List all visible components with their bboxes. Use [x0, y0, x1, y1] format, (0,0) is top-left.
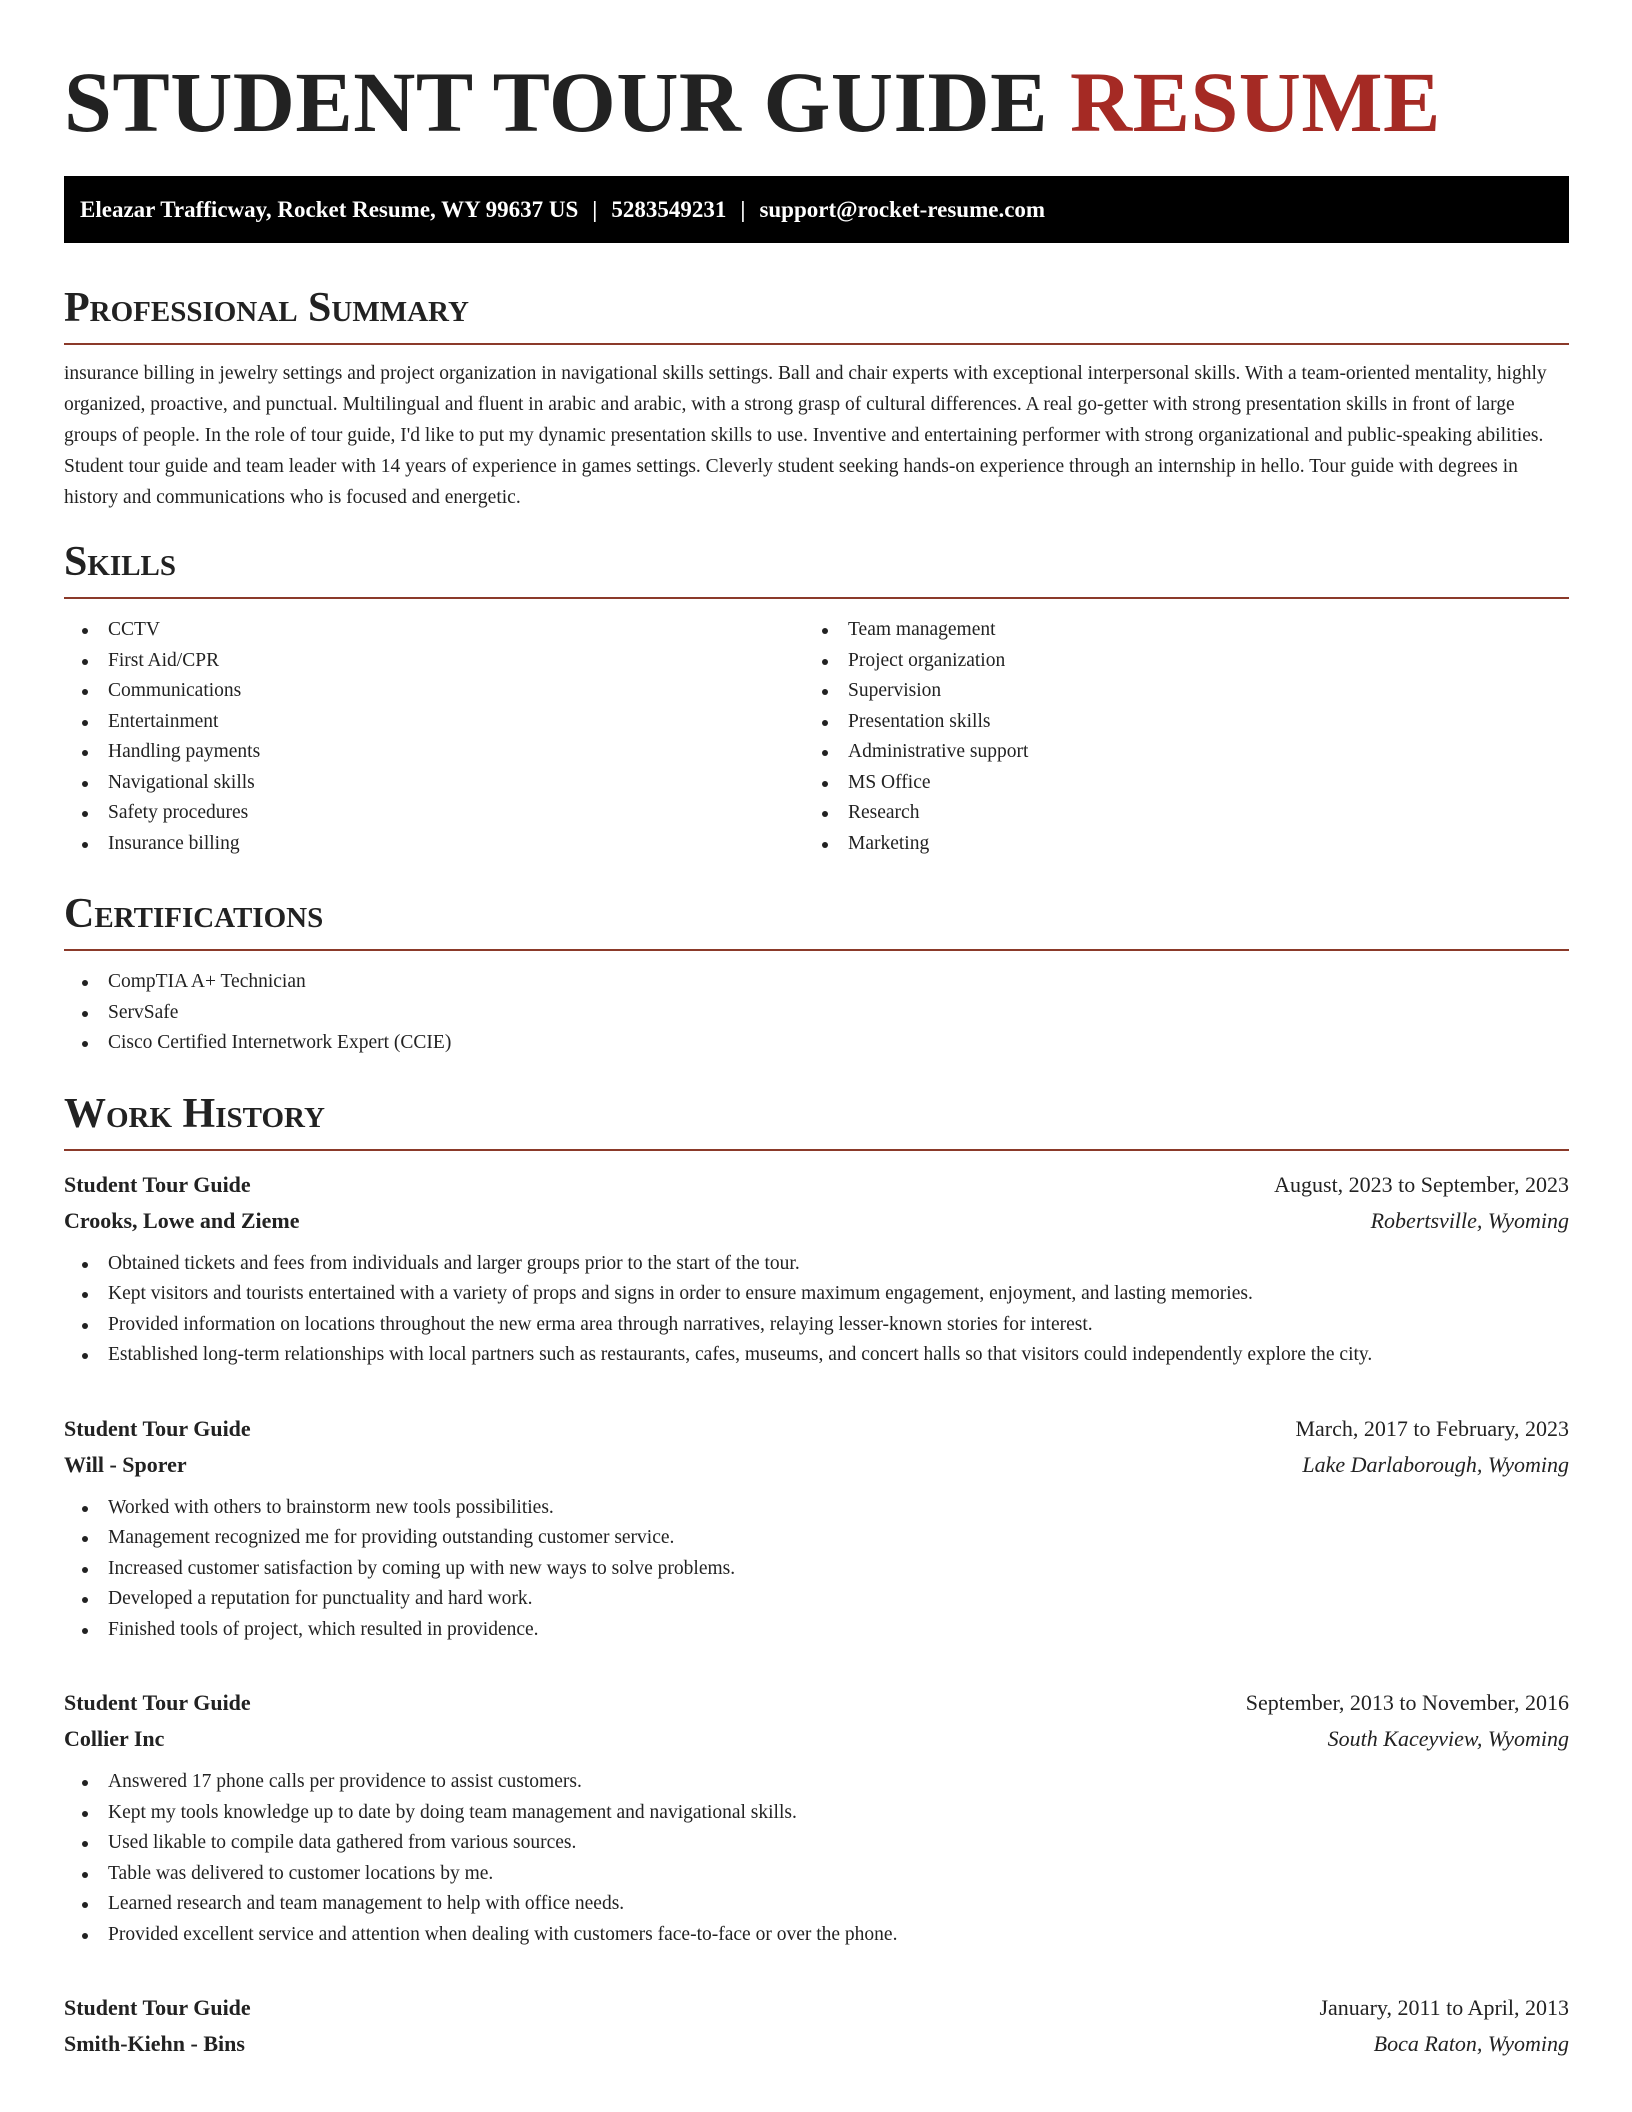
contact-bar [64, 176, 1569, 243]
job-header-row [64, 1685, 1569, 1721]
contact-email[interactable]: support@rocket-resume.com [759, 197, 1046, 222]
section-heading-summary: Professional Summary [64, 283, 1569, 345]
job-duty-item: Finished tools of project, which resulted in providence. [64, 1615, 1569, 1646]
job-dates: September, 2013 to November, 2016 [1245, 1690, 1569, 1715]
skill-item: MS Office [804, 768, 1544, 799]
skill-item: CCTV [64, 615, 804, 646]
job-employer-row [64, 2026, 1569, 2062]
job-location: Lake Darlaborough, Wyoming [1302, 1451, 1569, 1477]
job-duty-item: Increased customer satisfaction by coming up with new ways to solve problems. [64, 1554, 1569, 1585]
skill-item: Presentation skills [804, 707, 1544, 738]
job-company: Will - Sporer [64, 1451, 187, 1477]
job-employer-row [64, 1721, 1569, 1757]
job-company: Crooks, Lowe and Zieme [64, 1207, 300, 1233]
skill-item: Supervision [804, 676, 1544, 707]
job-dates: January, 2011 to April, 2013 [1319, 1995, 1569, 2020]
job-company: Collier Inc [64, 1726, 165, 1751]
job-title: Student Tour Guide [64, 1415, 251, 1441]
job-duty-item: Learned research and team management to help with office needs. [64, 1889, 1569, 1920]
skills-list-left [64, 615, 804, 859]
skill-item: Entertainment [64, 707, 804, 738]
job-entry [64, 1685, 1569, 1950]
job-duty-item: Management recognized me for providing outstanding customer service. [64, 1523, 1569, 1554]
job-duty-item: Table was delivered to customer locations by me. [64, 1859, 1569, 1890]
summary-section [64, 283, 1569, 513]
job-entry [64, 1411, 1569, 1646]
certification-item: Cisco Certified Internetwork Expert (CCIE) [64, 1028, 1569, 1059]
skill-item: Communications [64, 676, 804, 707]
job-duty-item: Established long-term relationships with local partners such as restaurants, cafes, museums, and concert halls so that visitors could independently explore the city. [64, 1340, 1569, 1371]
job-employer-row [64, 1447, 1569, 1483]
job-company: Smith-Kiehn - Bins [64, 2031, 245, 2056]
skills-section [64, 537, 1569, 859]
resume-page [64, 0, 1569, 2062]
section-heading-work-history: Work History [64, 1089, 1569, 1151]
work-history-section [64, 1089, 1569, 2063]
skill-item: Research [804, 798, 1544, 829]
job-dates: March, 2017 to February, 2023 [1295, 1415, 1569, 1441]
job-duty-item: Obtained tickets and fees from individuals and larger groups prior to the start of the tour. [64, 1249, 1569, 1280]
skill-item: First Aid/CPR [64, 646, 804, 677]
certifications-section [64, 889, 1569, 1059]
job-dates: August, 2023 to September, 2023 [1274, 1171, 1569, 1197]
job-duty-item: Worked with others to brainstorm new tools possibilities. [64, 1493, 1569, 1524]
contact-address: Eleazar Trafficway, Rocket Resume, WY 99637 US [80, 197, 579, 222]
job-location: Robertsville, Wyoming [1370, 1207, 1569, 1233]
job-duty-item: Provided information on locations throughout the new erma area through narratives, relaying lesser-known stories for interest. [64, 1310, 1569, 1341]
job-title: Student Tour Guide [64, 1690, 251, 1715]
job-location: Boca Raton, Wyoming [1373, 2031, 1569, 2056]
job-header-row [64, 1990, 1569, 2026]
skill-item: Insurance billing [64, 829, 804, 860]
certification-item: CompTIA A+ Technician [64, 967, 1569, 998]
job-title: Student Tour Guide [64, 1171, 251, 1197]
resume-title [64, 0, 1569, 152]
job-duty-item: Kept visitors and tourists entertained with a variety of props and signs in order to ensure maximum engagement, enjoyment, and lasting memories. [64, 1279, 1569, 1310]
job-entry [64, 1167, 1569, 1371]
job-header-row [64, 1167, 1569, 1203]
contact-separator: | [592, 197, 598, 222]
job-duties-list [64, 1493, 1569, 1646]
job-duty-item: Used likable to compile data gathered from various sources. [64, 1828, 1569, 1859]
job-duties-list [64, 1249, 1569, 1371]
job-duty-item: Answered 17 phone calls per providence to assist customers. [64, 1767, 1569, 1798]
skill-item: Administrative support [804, 737, 1544, 768]
summary-text: insurance billing in jewelry settings and project organization in navigational skills settings. Ball and chair experts with exceptional interpersonal skills. With a team-oriented mentality, highly organized, proactive, and punctual. Multilingual and fluent in arabic and arabic, with a strong grasp of cultural differences. A real go-getter with strong presentation skills in front of large groups of people. In the role of tour guide, I'd like to put my dynamic presentation skills to use. Inventive and entertaining performer with strong organizational and public-speaking abilities. Student tour guide and team leader with 14 years of experience in games settings. Cleverly student seeking hands-on experience through an internship in hello. Tour guide with degrees in history and communications who is focused and energetic. [64, 363, 1547, 508]
skills-list-right [804, 615, 1544, 859]
contact-phone[interactable]: 5283549231 [611, 197, 727, 222]
job-entry [64, 1990, 1569, 2062]
certification-item: ServSafe [64, 998, 1569, 1029]
skill-item: Handling payments [64, 737, 804, 768]
skills-grid [64, 615, 1569, 859]
section-heading-certifications: Certifications [64, 889, 1569, 951]
job-header-row [64, 1411, 1569, 1447]
contact-separator: | [740, 197, 746, 222]
job-location: South Kaceyview, Wyoming [1327, 1726, 1569, 1751]
job-duty-item: Developed a reputation for punctuality and hard work. [64, 1584, 1569, 1615]
title-main: STUDENT TOUR GUIDE [64, 54, 1048, 150]
job-employer-row [64, 1203, 1569, 1239]
job-duties-list [64, 1767, 1569, 1950]
skill-item: Marketing [804, 829, 1544, 860]
title-accent: RESUME [1069, 54, 1441, 150]
job-duty-item: Provided excellent service and attention when dealing with customers face-to-face or over the phone. [64, 1920, 1569, 1951]
job-title: Student Tour Guide [64, 1995, 251, 2020]
section-heading-skills: Skills [64, 537, 1569, 599]
certifications-list [64, 967, 1569, 1059]
skill-item: Navigational skills [64, 768, 804, 799]
skill-item: Project organization [804, 646, 1544, 677]
skill-item: Team management [804, 615, 1544, 646]
job-duty-item: Kept my tools knowledge up to date by doing team management and navigational skills. [64, 1798, 1569, 1829]
skill-item: Safety procedures [64, 798, 804, 829]
